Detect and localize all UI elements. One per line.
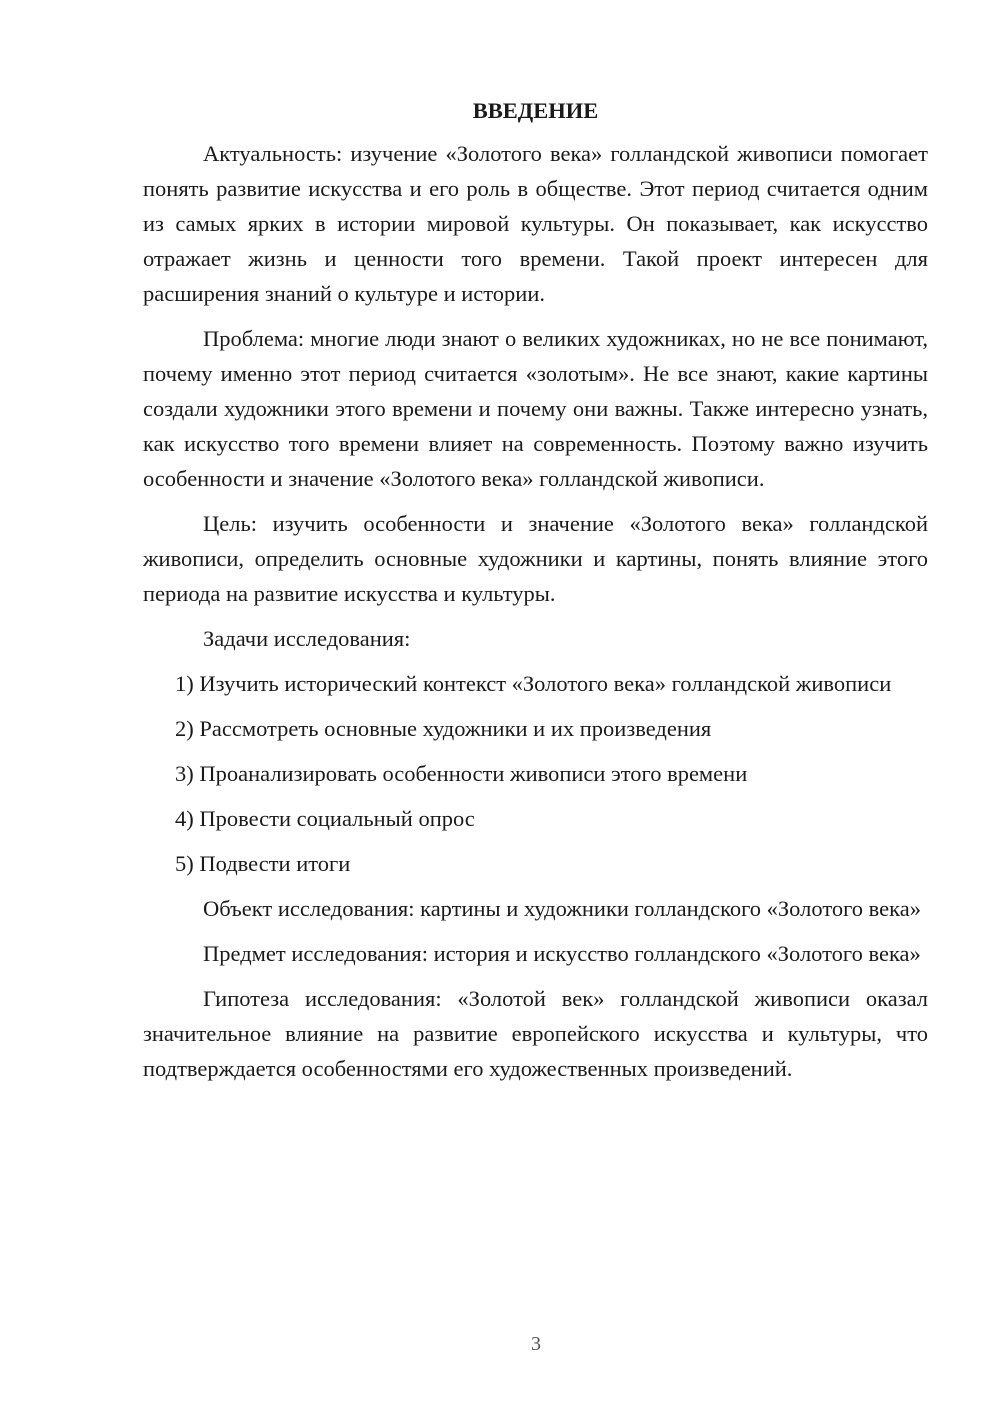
task-item: 3) Проанализировать особенности живописи этого времени [175, 761, 748, 786]
subject-paragraph: Предмет исследования: история и искусство голландского «Золотого века» [203, 941, 921, 966]
tasks-heading: Задачи исследования: [203, 626, 411, 651]
object-paragraph: Объект исследования: картины и художники голландского «Золотого века» [203, 896, 921, 921]
relevance-paragraph: Актуальность: изучение «Золотого века» голландской живописи помогает понять развитие искусства и его роль в обществе. Этот период считается одним из самых ярких в истории мировой культуры. Он показывает, как искусство отражает жизнь и ценности того времени. Такой проект интересен для расширения знаний о культуре и истории. [143, 141, 928, 306]
page-number: 3 [531, 1333, 541, 1355]
goal-paragraph: Цель: изучить особенности и значение «Золотого века» голландской живописи, определить основные художники и картины, понять влияние этого периода на развитие искусства и культуры. [143, 511, 928, 606]
task-item: 4) Провести социальный опрос [175, 806, 475, 831]
document-page [143, 96, 928, 1096]
task-item: 1) Изучить исторический контекст «Золотого века» голландской живописи [175, 671, 892, 696]
hypothesis-paragraph: Гипотеза исследования: «Золотой век» голландской живописи оказал значительное влияние на развитие европейского искусства и культуры, что подтверждается особенностями его художественных произведений. [143, 986, 928, 1081]
task-item: 2) Рассмотреть основные художники и их произведения [175, 716, 712, 741]
page-title: ВВЕДЕНИЕ [472, 98, 599, 123]
task-item: 5) Подвести итоги [175, 851, 351, 876]
problem-paragraph: Проблема: многие люди знают о великих художниках, но не все понимают, почему именно этот период считается «золотым». Не все знают, какие картины создали художники этого времени и почему они важны. Также интересно узнать, как искусство того времени влияет на современность. Поэтому важно изучить особенности и значение «Золотого века» голландской живописи. [143, 326, 928, 491]
